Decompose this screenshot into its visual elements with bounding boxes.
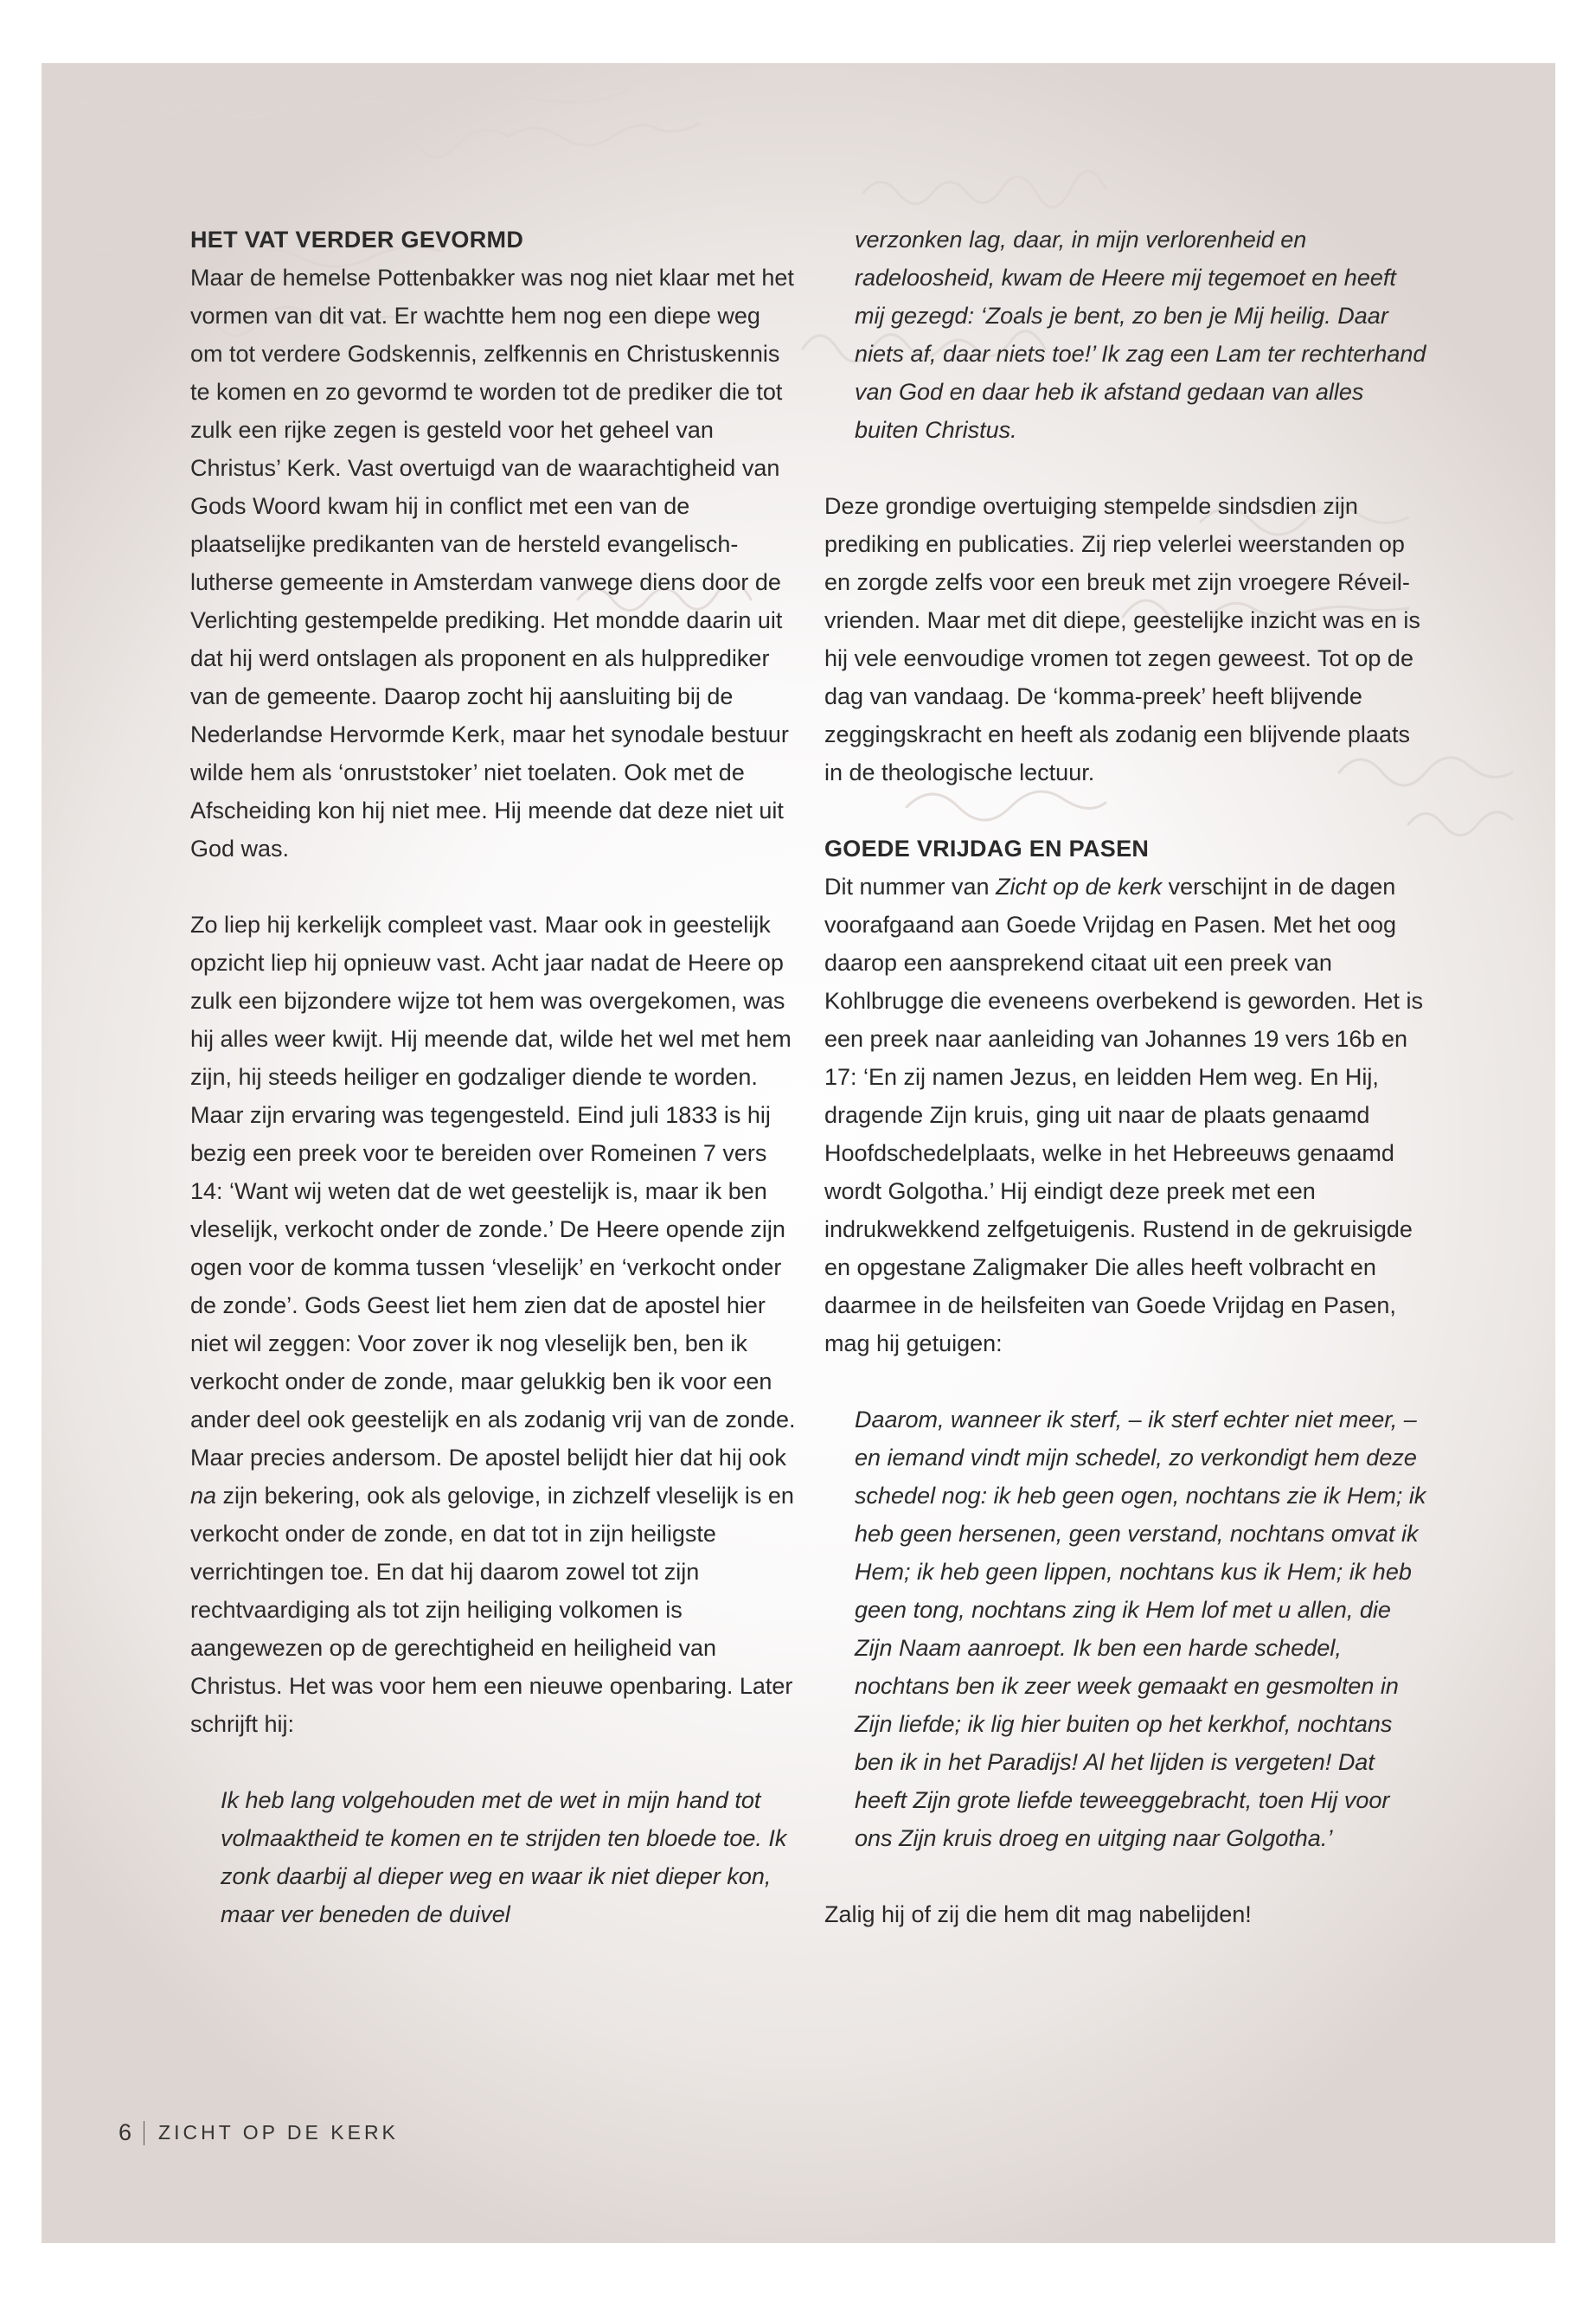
emphasis-text: na bbox=[190, 1483, 217, 1509]
magazine-title: ZICHT OP DE KERK bbox=[158, 2121, 399, 2144]
page-number: 6 bbox=[119, 2119, 132, 2145]
block-quote: Ik heb lang volgehouden met de wet in mijn hand tot volmaaktheid te komen en te strijden ten bloede toe. Ik zonk daarbij al dieper weg en waar ik niet dieper kon, maar ver beneden de duivel bbox=[221, 1787, 787, 1927]
body-text: verschijnt in de dagen voorafgaand aan Goede Vrijdag en Pasen. Met het oog daarop een aansprekend citaat uit een preek van Kohlbrugge die eveneens overbekend is geworden. Het is een preek naar aanleiding van Johannes 19 vers 16b en 17: ‘En zij namen Jezus, en leidden Hem weg. En Hij, dragende Zijn kruis, ging uit naar de plaats genaamd Hoofdschedelplaats, welke in het Hebreeuws genaamd wordt Golgotha.’ Hij eindigt deze preek met een indrukwekkend zelfgetuigenis. Rustend in de gekruisigde en opgestane Zaligmaker Die alles heeft volbracht en daarmee in de heilsfeiten van Goede Vrijdag en Pasen, mag hij getuigen: bbox=[824, 874, 1423, 1356]
right-column bbox=[824, 221, 1430, 1933]
page-footer bbox=[119, 2119, 399, 2146]
section-heading: HET VAT VERDER GEVORMD bbox=[190, 227, 524, 253]
closing-line: Zalig hij of zij die hem dit mag nabelijden! bbox=[824, 1901, 1252, 1927]
body-text: Dit nummer van bbox=[824, 874, 997, 900]
block-quote-continued: verzonken lag, daar, in mijn verlorenheid en radeloosheid, kwam de Heere mij tegemoet en heeft mij gezegd: ‘Zoals je bent, zo ben je Mij heilig. Daar niets af, daar niets toe!’ Ik zag een Lam ter rechterhand van God en daar heb ik afstand gedaan van alles buiten Christus. bbox=[855, 227, 1426, 443]
body-text: Zo liep hij kerkelijk compleet vast. Maar ook in geestelijk opzicht liep hij opnieuw vast. Acht jaar nadat de Heere op zulk een bijzondere wijze tot hem was overgekomen, was hij alles weer kwijt. Hij meende dat, wilde het wel met hem zijn, hij steeds heiliger en godzaliger diende te worden. Maar zijn ervaring was tegengesteld. Eind juli 1833 is hij bezig een preek voor te bereiden over Romeinen 7 vers 14: ‘Want wij weten dat de wet geestelijk is, maar ik ben vleselijk, verkocht onder de zonde.’ De Heere opende zijn ogen voor de komma tussen ‘vleselijk’ en ‘verkocht onder de zonde’. Gods Geest liet hem zien dat de apostel hier niet wil zeggen: Voor zover ik nog vleselijk ben, ben ik verkocht onder de zonde, maar gelukkig ben ik voor een ander deel ook geestelijk en als zodanig vrij van de zonde. Maar precies andersom. De apostel belijdt hier dat hij ook bbox=[190, 912, 796, 1471]
left-column bbox=[190, 221, 796, 1933]
body-paragraph: Deze grondige overtuiging stempelde sindsdien zijn prediking en publicaties. Zij riep velerlei weerstanden op en zorgde zelfs voor een breuk met zijn vroegere Réveil-vrienden. Maar met dit diepe, geestelijke inzicht was en is hij vele eenvoudige vromen tot zegen geweest. Tot op de dag van vandaag. De ‘komma-preek’ heeft blijvende zeggingskracht en heeft als zodanig een blijvende plaats in de theologische lectuur. bbox=[824, 493, 1420, 785]
magazine-page bbox=[42, 63, 1555, 2243]
body-paragraph: Maar de hemelse Pottenbakker was nog niet klaar met het vormen van dit vat. Er wachtte hem nog een diepe weg om tot verdere Godskennis, zelfkennis en Christuskennis te komen en zo gevormd te worden tot de prediker die tot zulk een rijke zegen is gesteld voor het geheel van Christus’ Kerk. Vast overtuigd van de waarachtigheid van Gods Woord kwam hij in conflict met een van de plaatselijke predikanten van de hersteld evangelisch-lutherse gemeente in Amsterdam vanwege diens door de Verlichting gestempelde prediking. Het mondde daarin uit dat hij werd ontslagen als proponent en als hulpprediker van de gemeente. Daarop zocht hij aansluiting bij de Nederlandse Hervormde Kerk, maar het synodale bestuur wilde hem als ‘onruststoker’ niet toelaten. Ook met de Afscheiding kon hij niet mee. Hij meende dat deze niet uit God was. bbox=[190, 265, 794, 862]
magazine-title-emphasis: Zicht op de kerk bbox=[996, 874, 1163, 900]
body-paragraph bbox=[824, 868, 1430, 1362]
block-quote: Daarom, wanneer ik sterf, – ik sterf echter niet meer, – en iemand vindt mijn schedel, zo verkondigt hem deze schedel nog: ik heb geen ogen, nochtans zie ik Hem; ik heb geen hersenen, geen verstand, nochtans omvat ik Hem; ik heb geen lippen, nochtans kus ik Hem; ik heb geen tong, nochtans zing ik Hem lof met u allen, die Zijn Naam aanroept. Ik ben een harde schedel, nochtans ben ik zeer week gemaakt en gesmolten in Zijn liefde; ik lig hier buiten op het kerkhof, nochtans ben ik in het Paradijs! Al het lijden is vergeten! Dat heeft Zijn grote liefde teweeggebracht, toen Hij voor ons Zijn kruis droeg en uitging naar Golgotha.’ bbox=[855, 1407, 1426, 1851]
body-paragraph bbox=[190, 906, 796, 1743]
body-text: zijn bekering, ook als gelovige, in zichzelf vleselijk is en verkocht onder de zonde, en dat tot in zijn heiligste verrichtingen toe. En dat hij daarom zowel tot zijn rechtvaardiging als tot zijn heiliging volkomen is aangewezen op de gerechtigheid en heiligheid van Christus. Het was voor hem een nieuwe openbaring. Later schrijft hij: bbox=[190, 1483, 794, 1737]
section-heading: GOEDE VRIJDAG EN PASEN bbox=[824, 836, 1150, 862]
